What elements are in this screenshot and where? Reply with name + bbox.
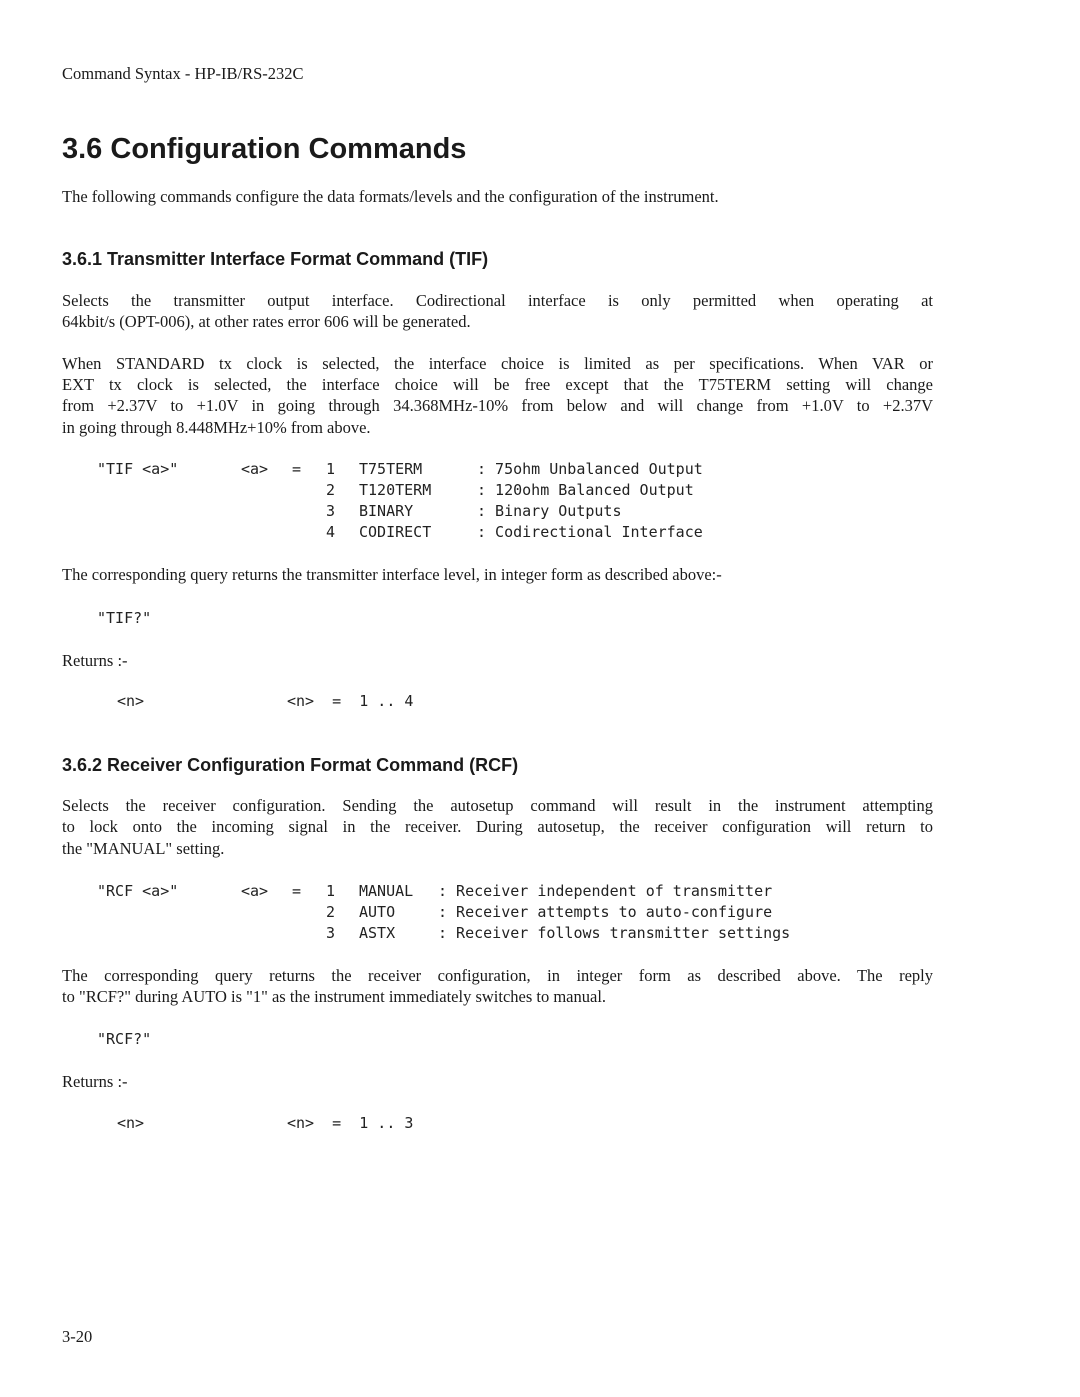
rcf-equals: =: [292, 882, 302, 900]
running-header: Command Syntax - HP-IB/RS-232C: [62, 64, 304, 83]
tif-query-desc: The corresponding query returns the transmitter interface level, in integer form as described above:-: [62, 565, 722, 584]
option-desc: : Receiver attempts to auto-configure: [438, 903, 773, 921]
tif-command: "TIF <a>": [97, 460, 179, 478]
rcf-param: <a>: [241, 882, 269, 900]
option-name: BINARY: [359, 502, 414, 520]
tif-para2-line: from +2.37V to +1.0V in going through 34.368MHz-10% from below and will change from +1.0V to +2.37V: [62, 396, 933, 415]
page-number: 3-20: [62, 1327, 93, 1346]
tif-returns-label: Returns :-: [62, 651, 128, 670]
option-name: CODIRECT: [359, 523, 432, 541]
rcf-returns-label: Returns :-: [62, 1072, 128, 1091]
option-number: 3: [326, 502, 336, 520]
tif-para2-line: in going through 8.448MHz+10% from above.: [62, 418, 371, 437]
option-number: 2: [326, 903, 336, 921]
rcf-query: "RCF?": [97, 1030, 152, 1048]
option-name: AUTO: [359, 903, 396, 921]
rcf-query-desc-line: to "RCF?" during AUTO is "1" as the instrument immediately switches to manual.: [62, 987, 607, 1006]
tif-query: "TIF?": [97, 609, 152, 627]
option-desc: : Codirectional Interface: [477, 523, 703, 541]
rcf-para-line: to lock onto the incoming signal in the receiver. During autosetup, the receiver configuration will return to: [62, 817, 933, 836]
tif-para1-line: Selects the transmitter output interface. Codirectional interface is only permitted when operating at: [62, 291, 933, 310]
option-number: 1: [326, 882, 336, 900]
option-name: MANUAL: [359, 882, 414, 900]
option-number: 3: [326, 924, 336, 942]
tif-equals: =: [292, 460, 302, 478]
option-name: T75TERM: [359, 460, 423, 478]
option-name: T120TERM: [359, 481, 432, 499]
tif-param: <a>: [241, 460, 269, 478]
rcf-command: "RCF <a>": [97, 882, 179, 900]
tif-return-range: <n> = 1 .. 4: [287, 692, 414, 710]
tif-para1-line: 64kbit/s (OPT-006), at other rates error 606 will be generated.: [62, 312, 471, 331]
option-desc: : 120ohm Balanced Output: [477, 481, 694, 499]
option-desc: : 75ohm Unbalanced Output: [477, 460, 703, 478]
option-desc: : Receiver follows transmitter settings: [438, 924, 791, 942]
option-number: 1: [326, 460, 336, 478]
option-number: 4: [326, 523, 336, 541]
tif-para2-line: EXT tx clock is selected, the interface choice will be free except that the T75TERM setting will change: [62, 375, 933, 394]
rcf-return-range: <n> = 1 .. 3: [287, 1114, 414, 1132]
option-number: 2: [326, 481, 336, 499]
tif-heading: 3.6.1 Transmitter Interface Format Command (TIF): [62, 249, 489, 269]
section-title: 3.6 Configuration Commands: [62, 133, 467, 165]
option-name: ASTX: [359, 924, 396, 942]
rcf-heading: 3.6.2 Receiver Configuration Format Command (RCF): [62, 755, 519, 775]
intro-text: The following commands configure the data formats/levels and the configuration of the instrument.: [62, 187, 719, 206]
option-desc: : Binary Outputs: [477, 502, 622, 520]
rcf-para-line: Selects the receiver configuration. Sending the autosetup command will result in the instrument attempting: [62, 796, 933, 815]
rcf-return-var: <n>: [117, 1114, 145, 1132]
rcf-query-desc-line: The corresponding query returns the receiver configuration, in integer form as described above. The reply: [62, 966, 933, 985]
tif-return-var: <n>: [117, 692, 145, 710]
tif-para2-line: When STANDARD tx clock is selected, the interface choice is limited as per specifications. When VAR or: [62, 354, 933, 373]
rcf-para-line: the "MANUAL" setting.: [62, 839, 225, 858]
option-desc: : Receiver independent of transmitter: [438, 882, 773, 900]
